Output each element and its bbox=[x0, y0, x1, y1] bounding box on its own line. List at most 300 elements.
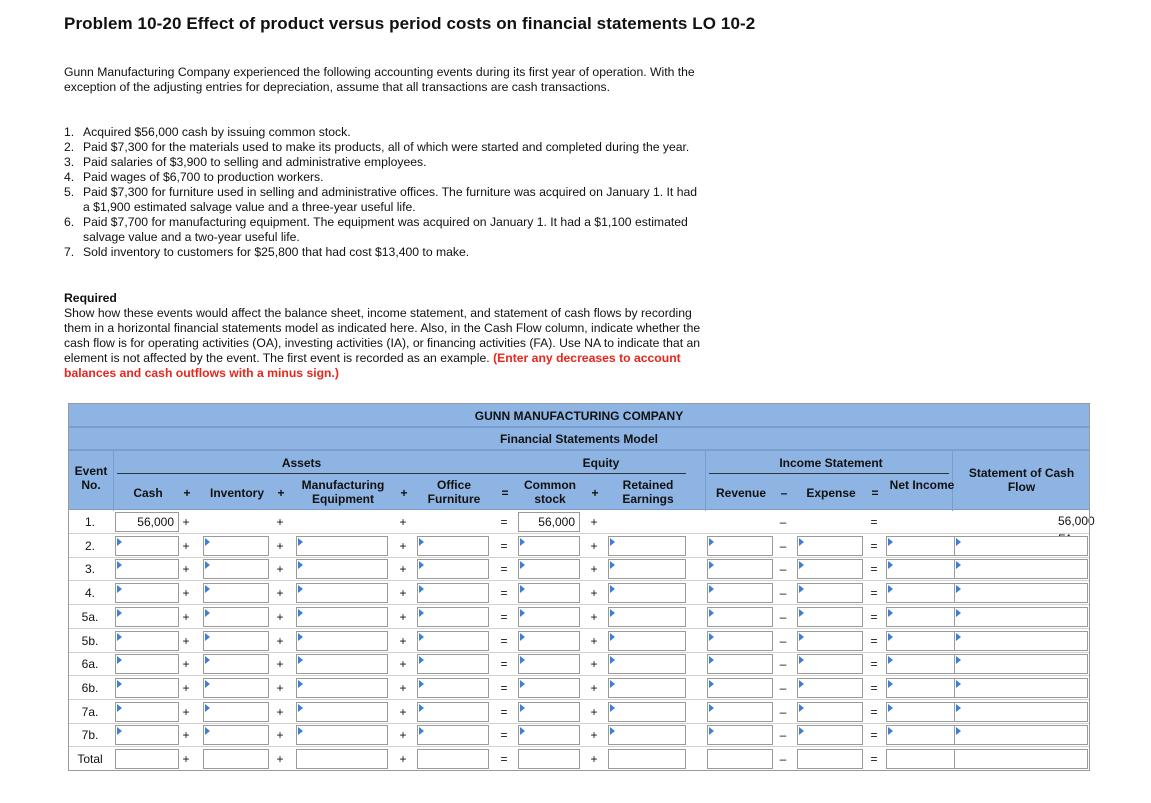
input-marker-icon bbox=[799, 538, 804, 546]
expense-cell[interactable] bbox=[797, 725, 863, 745]
input-marker-icon bbox=[888, 585, 893, 593]
manufacturing-equipment-cell[interactable] bbox=[296, 654, 388, 674]
input-marker-icon bbox=[205, 585, 210, 593]
common-stock-cell[interactable] bbox=[518, 749, 580, 769]
cash-cell[interactable] bbox=[115, 678, 179, 698]
operator: = bbox=[870, 515, 878, 529]
operator: + bbox=[276, 515, 284, 529]
input-marker-icon bbox=[205, 656, 210, 664]
cash-flow-cell[interactable] bbox=[954, 702, 1088, 722]
input-marker-icon bbox=[117, 609, 122, 617]
input-marker-icon bbox=[956, 633, 961, 641]
header-inventory: Inventory bbox=[209, 486, 264, 500]
model-subtitle: Financial Statements Model bbox=[68, 427, 1090, 450]
common-stock-cell[interactable] bbox=[518, 583, 580, 603]
input-marker-icon bbox=[117, 633, 122, 641]
inventory-cell[interactable] bbox=[203, 607, 269, 627]
manufacturing-equipment-cell[interactable] bbox=[296, 749, 388, 769]
operator: – bbox=[779, 633, 787, 648]
input-marker-icon bbox=[298, 609, 303, 617]
cash-cell[interactable] bbox=[115, 607, 179, 627]
expense-cell bbox=[797, 512, 863, 532]
input-marker-icon bbox=[610, 680, 615, 688]
net-income-cell[interactable] bbox=[886, 559, 956, 579]
input-marker-icon bbox=[419, 704, 424, 712]
operator: – bbox=[779, 515, 787, 529]
group-assets: Assets bbox=[281, 456, 322, 470]
revenue-cell[interactable] bbox=[707, 678, 773, 698]
revenue-cell[interactable] bbox=[707, 654, 773, 674]
net-income-cell[interactable] bbox=[886, 678, 956, 698]
office-furniture-cell[interactable] bbox=[417, 631, 489, 651]
retained-earnings-cell[interactable] bbox=[608, 631, 686, 651]
event-item bbox=[64, 245, 704, 260]
common-stock-cell[interactable] bbox=[518, 702, 580, 722]
input-marker-icon bbox=[888, 633, 893, 641]
equity-underline bbox=[490, 473, 686, 474]
expense-cell[interactable] bbox=[797, 749, 863, 769]
operator: = bbox=[870, 586, 878, 601]
input-marker-icon bbox=[419, 538, 424, 546]
op-minus: – bbox=[780, 486, 788, 500]
inventory-cell[interactable] bbox=[203, 725, 269, 745]
input-marker-icon bbox=[419, 561, 424, 569]
header-revenue: Revenue bbox=[715, 486, 767, 500]
operator: + bbox=[399, 752, 407, 766]
model-row bbox=[68, 581, 1090, 605]
intro-paragraph: Gunn Manufacturing Company experienced the following accounting events during its first year of operation. With the exception of the adjusting entries for depreciation, assume that all transactions are cash transactions. bbox=[64, 65, 695, 94]
operator: + bbox=[399, 704, 407, 719]
cash-cell[interactable] bbox=[115, 725, 179, 745]
common-stock-cell[interactable] bbox=[518, 607, 580, 627]
operator: + bbox=[590, 515, 598, 529]
required-text bbox=[64, 306, 704, 381]
event-text: Paid wages of $6,700 to production workers. bbox=[83, 170, 324, 184]
input-marker-icon bbox=[419, 585, 424, 593]
input-marker-icon bbox=[709, 704, 714, 712]
inventory-cell[interactable] bbox=[203, 749, 269, 769]
expense-cell[interactable] bbox=[797, 559, 863, 579]
input-marker-icon bbox=[799, 727, 804, 735]
retained-earnings-cell[interactable] bbox=[608, 654, 686, 674]
expense-cell[interactable] bbox=[797, 702, 863, 722]
cash-cell bbox=[115, 512, 179, 532]
expense-cell[interactable] bbox=[797, 654, 863, 674]
common-stock-cell[interactable] bbox=[518, 536, 580, 556]
input-marker-icon bbox=[888, 609, 893, 617]
expense-cell[interactable] bbox=[797, 536, 863, 556]
common-stock-cell[interactable] bbox=[518, 725, 580, 745]
retained-earnings-cell[interactable] bbox=[608, 536, 686, 556]
cash-flow-cell[interactable] bbox=[954, 607, 1088, 627]
operator: + bbox=[590, 633, 598, 648]
operator: + bbox=[399, 562, 407, 577]
input-marker-icon bbox=[709, 727, 714, 735]
manufacturing-equipment-cell[interactable] bbox=[296, 725, 388, 745]
operator: = bbox=[870, 752, 878, 766]
input-marker-icon bbox=[117, 680, 122, 688]
input-marker-icon bbox=[419, 680, 424, 688]
input-marker-icon bbox=[117, 538, 122, 546]
input-marker-icon bbox=[298, 538, 303, 546]
model-row bbox=[68, 629, 1090, 653]
event-item bbox=[64, 125, 704, 140]
operator: – bbox=[779, 609, 787, 624]
operator: + bbox=[590, 657, 598, 672]
cell-value: 56,000 bbox=[137, 515, 174, 529]
input-marker-icon bbox=[298, 633, 303, 641]
row-label: 2. bbox=[84, 538, 95, 553]
input-marker-icon bbox=[610, 633, 615, 641]
model-body bbox=[68, 510, 1095, 771]
operator: = bbox=[870, 538, 878, 553]
event-text: Paid $7,300 for furniture used in selling and administrative offices. The furniture was acquired on January 1. It had a $1,900 estimated salvage value and a three-year useful life. bbox=[83, 185, 698, 214]
net-income-cell[interactable] bbox=[886, 536, 956, 556]
input-marker-icon bbox=[205, 561, 210, 569]
model-row bbox=[68, 747, 1090, 771]
operator: = bbox=[870, 680, 878, 695]
revenue-cell[interactable] bbox=[707, 749, 773, 769]
operator: + bbox=[182, 562, 190, 577]
input-marker-icon bbox=[956, 727, 961, 735]
input-marker-icon bbox=[205, 633, 210, 641]
model-row bbox=[68, 557, 1090, 581]
required-red-note: (Enter any decreases to account balances and cash outflows with a minus sign.) bbox=[64, 351, 681, 380]
operator: = bbox=[500, 609, 508, 624]
required-heading: Required bbox=[64, 291, 117, 305]
model-row bbox=[68, 510, 1095, 534]
operator: + bbox=[276, 586, 284, 601]
inventory-cell[interactable] bbox=[203, 583, 269, 603]
expense-cell[interactable] bbox=[797, 607, 863, 627]
retained-earnings-cell[interactable] bbox=[608, 559, 686, 579]
retained-earnings-cell[interactable] bbox=[608, 702, 686, 722]
input-marker-icon bbox=[709, 680, 714, 688]
manufacturing-equipment-cell[interactable] bbox=[296, 536, 388, 556]
operator: + bbox=[182, 633, 190, 648]
net-income-cell[interactable] bbox=[886, 654, 956, 674]
manufacturing-equipment-cell[interactable] bbox=[296, 607, 388, 627]
manufacturing-equipment-cell[interactable] bbox=[296, 559, 388, 579]
group-cash-flow: Statement of Cash Flow bbox=[968, 466, 1075, 494]
input-marker-icon bbox=[419, 656, 424, 664]
office-furniture-cell[interactable] bbox=[417, 725, 489, 745]
cash-flow-cell[interactable] bbox=[954, 536, 1088, 556]
retained-earnings-cell[interactable] bbox=[608, 678, 686, 698]
input-marker-icon bbox=[205, 609, 210, 617]
cash-flow-cell[interactable] bbox=[954, 678, 1088, 698]
op-equals: = bbox=[871, 486, 879, 500]
expense-cell[interactable] bbox=[797, 678, 863, 698]
input-marker-icon bbox=[956, 656, 961, 664]
model-row bbox=[68, 652, 1090, 676]
office-furniture-cell[interactable] bbox=[417, 583, 489, 603]
input-marker-icon bbox=[520, 704, 525, 712]
input-marker-icon bbox=[610, 656, 615, 664]
net-income-cell[interactable] bbox=[886, 607, 956, 627]
row-divider bbox=[68, 770, 1090, 771]
cash-cell[interactable] bbox=[115, 583, 179, 603]
net-income-cell[interactable] bbox=[886, 631, 956, 651]
required-instructions: Show how these events would affect the balance sheet, income statement, and statement of cash flows by recording them in a horizontal financial statements model as indicated here. Also, in the Cash Flow column, indicate whether the cash flow is for operating activities (OA), investing activities (IA), or financing activities (FA). Use NA to indicate that an element is not affected by the event. The first event is recorded as an example. bbox=[64, 306, 701, 365]
input-marker-icon bbox=[956, 680, 961, 688]
inventory-cell bbox=[203, 512, 269, 532]
common-stock-cell bbox=[518, 512, 580, 532]
input-marker-icon bbox=[117, 561, 122, 569]
input-marker-icon bbox=[205, 727, 210, 735]
expense-cell[interactable] bbox=[797, 631, 863, 651]
header-manufacturing-equipment: Manufacturing Equipment bbox=[301, 478, 385, 506]
operator: + bbox=[276, 538, 284, 553]
retained-earnings-cell[interactable] bbox=[608, 583, 686, 603]
input-marker-icon bbox=[799, 609, 804, 617]
event-number: 6. bbox=[64, 215, 75, 229]
operator: = bbox=[870, 633, 878, 648]
operator: + bbox=[276, 752, 284, 766]
input-marker-icon bbox=[610, 609, 615, 617]
operator: = bbox=[500, 538, 508, 553]
retained-earnings-cell[interactable] bbox=[608, 607, 686, 627]
net-income-cell[interactable] bbox=[886, 749, 956, 769]
input-marker-icon bbox=[520, 538, 525, 546]
group-equity: Equity bbox=[582, 456, 620, 470]
manufacturing-equipment-cell[interactable] bbox=[296, 583, 388, 603]
operator: + bbox=[590, 728, 598, 743]
operator: – bbox=[779, 752, 787, 766]
model-row bbox=[68, 676, 1090, 700]
input-marker-icon bbox=[520, 609, 525, 617]
inventory-cell[interactable] bbox=[203, 654, 269, 674]
manufacturing-equipment-cell bbox=[296, 512, 388, 532]
event-item bbox=[64, 185, 704, 215]
event-text: Paid $7,700 for manufacturing equipment. The equipment was acquired on January 1. It had a $1,100 estimated salvage value and a two-year useful life. bbox=[83, 215, 688, 244]
event-text: Acquired $56,000 cash by issuing common stock. bbox=[83, 125, 351, 139]
common-stock-cell[interactable] bbox=[518, 631, 580, 651]
input-marker-icon bbox=[709, 561, 714, 569]
operator: + bbox=[399, 515, 407, 529]
manufacturing-equipment-cell[interactable] bbox=[296, 631, 388, 651]
op-plus: + bbox=[183, 486, 191, 500]
inventory-cell[interactable] bbox=[203, 678, 269, 698]
office-furniture-cell[interactable] bbox=[417, 654, 489, 674]
operator: – bbox=[779, 728, 787, 743]
operator: + bbox=[590, 586, 598, 601]
manufacturing-equipment-cell[interactable] bbox=[296, 678, 388, 698]
operator: – bbox=[779, 680, 787, 695]
row-label: 7a. bbox=[81, 704, 99, 719]
operator: + bbox=[399, 680, 407, 695]
revenue-cell[interactable] bbox=[707, 702, 773, 722]
op-plus: + bbox=[400, 486, 408, 500]
operator: = bbox=[870, 562, 878, 577]
cell-value: 56,000 bbox=[538, 515, 575, 529]
retained-earnings-cell[interactable] bbox=[608, 749, 686, 769]
model-company-name: GUNN MANUFACTURING COMPANY bbox=[68, 403, 1090, 427]
cash-cell[interactable] bbox=[115, 631, 179, 651]
office-furniture-cell[interactable] bbox=[417, 607, 489, 627]
input-marker-icon bbox=[205, 538, 210, 546]
cell-value: 56,000 bbox=[1058, 514, 1095, 528]
financial-statements-model bbox=[68, 403, 1095, 771]
input-marker-icon bbox=[117, 585, 122, 593]
header-net-income: Net Income bbox=[889, 478, 955, 492]
manufacturing-equipment-cell[interactable] bbox=[296, 702, 388, 722]
operator: = bbox=[500, 515, 508, 529]
op-plus: + bbox=[277, 486, 285, 500]
inventory-cell[interactable] bbox=[203, 536, 269, 556]
net-income-cell[interactable] bbox=[886, 725, 956, 745]
input-marker-icon bbox=[610, 727, 615, 735]
operator: + bbox=[276, 562, 284, 577]
input-marker-icon bbox=[709, 609, 714, 617]
cash-flow-cell[interactable] bbox=[954, 725, 1088, 745]
header-common-stock: Common stock bbox=[524, 478, 576, 506]
input-marker-icon bbox=[419, 727, 424, 735]
office-furniture-cell[interactable] bbox=[417, 559, 489, 579]
model-row bbox=[68, 723, 1090, 747]
input-marker-icon bbox=[298, 656, 303, 664]
input-marker-icon bbox=[610, 585, 615, 593]
input-marker-icon bbox=[419, 609, 424, 617]
inventory-cell[interactable] bbox=[203, 559, 269, 579]
row-label: Total bbox=[77, 752, 103, 766]
row-label: 6b. bbox=[81, 680, 99, 695]
input-marker-icon bbox=[709, 585, 714, 593]
revenue-cell[interactable] bbox=[707, 631, 773, 651]
event-item bbox=[64, 155, 704, 170]
operator: = bbox=[500, 586, 508, 601]
operator: + bbox=[399, 657, 407, 672]
input-marker-icon bbox=[610, 538, 615, 546]
input-marker-icon bbox=[956, 561, 961, 569]
common-stock-cell[interactable] bbox=[518, 559, 580, 579]
row-label: 3. bbox=[84, 562, 95, 577]
op-plus: + bbox=[591, 486, 599, 500]
input-marker-icon bbox=[520, 680, 525, 688]
common-stock-cell[interactable] bbox=[518, 654, 580, 674]
operator: – bbox=[779, 657, 787, 672]
operator: = bbox=[870, 728, 878, 743]
cash-flow-cell[interactable] bbox=[954, 749, 1088, 769]
common-stock-cell[interactable] bbox=[518, 678, 580, 698]
operator: = bbox=[500, 562, 508, 577]
net-income-cell[interactable] bbox=[886, 702, 956, 722]
net-income-cell[interactable] bbox=[886, 583, 956, 603]
input-marker-icon bbox=[298, 680, 303, 688]
office-furniture-cell[interactable] bbox=[417, 702, 489, 722]
model-header bbox=[68, 450, 1090, 510]
retained-earnings-cell bbox=[608, 512, 686, 532]
input-marker-icon bbox=[298, 727, 303, 735]
cash-cell[interactable] bbox=[115, 749, 179, 769]
operator: + bbox=[590, 609, 598, 624]
event-text: Paid salaries of $3,900 to selling and administrative employees. bbox=[83, 155, 427, 169]
revenue-cell[interactable] bbox=[707, 583, 773, 603]
input-marker-icon bbox=[610, 561, 615, 569]
office-furniture-cell bbox=[417, 512, 489, 532]
header-retained-earnings: Retained Earnings bbox=[622, 478, 674, 506]
input-marker-icon bbox=[888, 680, 893, 688]
inventory-cell[interactable] bbox=[203, 631, 269, 651]
input-marker-icon bbox=[799, 704, 804, 712]
operator: + bbox=[182, 728, 190, 743]
input-marker-icon bbox=[298, 561, 303, 569]
operator: + bbox=[590, 680, 598, 695]
input-marker-icon bbox=[205, 704, 210, 712]
operator: = bbox=[500, 680, 508, 695]
event-number: 4. bbox=[64, 170, 75, 184]
revenue-cell[interactable] bbox=[707, 559, 773, 579]
model-row bbox=[68, 700, 1090, 724]
expense-cell[interactable] bbox=[797, 583, 863, 603]
operator: + bbox=[590, 562, 598, 577]
input-marker-icon bbox=[520, 585, 525, 593]
row-label: 5b. bbox=[81, 633, 99, 648]
cash-flow-cell[interactable] bbox=[954, 559, 1088, 579]
operator: + bbox=[399, 586, 407, 601]
input-marker-icon bbox=[419, 633, 424, 641]
operator: + bbox=[182, 538, 190, 553]
input-marker-icon bbox=[799, 633, 804, 641]
event-number: 5. bbox=[64, 185, 75, 199]
event-item bbox=[64, 215, 704, 245]
cash-cell[interactable] bbox=[115, 559, 179, 579]
operator: + bbox=[590, 752, 598, 766]
operator: = bbox=[500, 633, 508, 648]
cash-flow-cell[interactable] bbox=[954, 631, 1088, 651]
input-marker-icon bbox=[799, 561, 804, 569]
office-furniture-cell[interactable] bbox=[417, 678, 489, 698]
operator: = bbox=[500, 657, 508, 672]
office-furniture-cell[interactable] bbox=[417, 536, 489, 556]
office-furniture-cell[interactable] bbox=[417, 749, 489, 769]
cash-cell[interactable] bbox=[115, 654, 179, 674]
cash-flow-cell[interactable] bbox=[954, 654, 1088, 674]
operator: + bbox=[590, 704, 598, 719]
input-marker-icon bbox=[799, 585, 804, 593]
inventory-cell[interactable] bbox=[203, 702, 269, 722]
op-equals: = bbox=[501, 486, 509, 500]
input-marker-icon bbox=[709, 633, 714, 641]
cash-cell[interactable] bbox=[115, 536, 179, 556]
retained-earnings-cell[interactable] bbox=[608, 725, 686, 745]
operator: + bbox=[182, 515, 190, 529]
cash-cell[interactable] bbox=[115, 702, 179, 722]
input-marker-icon bbox=[298, 704, 303, 712]
operator: = bbox=[500, 752, 508, 766]
assets-underline bbox=[117, 473, 490, 474]
input-marker-icon bbox=[799, 680, 804, 688]
revenue-cell[interactable] bbox=[707, 607, 773, 627]
input-marker-icon bbox=[956, 609, 961, 617]
input-marker-icon bbox=[520, 633, 525, 641]
revenue-cell[interactable] bbox=[707, 536, 773, 556]
header-office-furniture: Office Furniture bbox=[427, 478, 481, 506]
input-marker-icon bbox=[956, 538, 961, 546]
input-marker-icon bbox=[888, 538, 893, 546]
revenue-cell[interactable] bbox=[707, 725, 773, 745]
event-item bbox=[64, 170, 704, 185]
revenue-cell bbox=[707, 512, 773, 532]
operator: + bbox=[276, 609, 284, 624]
operator: + bbox=[182, 609, 190, 624]
input-marker-icon bbox=[520, 727, 525, 735]
event-text: Paid $7,300 for the materials used to make its products, all of which were started and completed during the year. bbox=[83, 140, 690, 154]
cash-flow-cell[interactable] bbox=[954, 583, 1088, 603]
row-label: 5a. bbox=[81, 609, 99, 624]
input-marker-icon bbox=[956, 585, 961, 593]
header-event-no: Event No. bbox=[74, 464, 108, 492]
